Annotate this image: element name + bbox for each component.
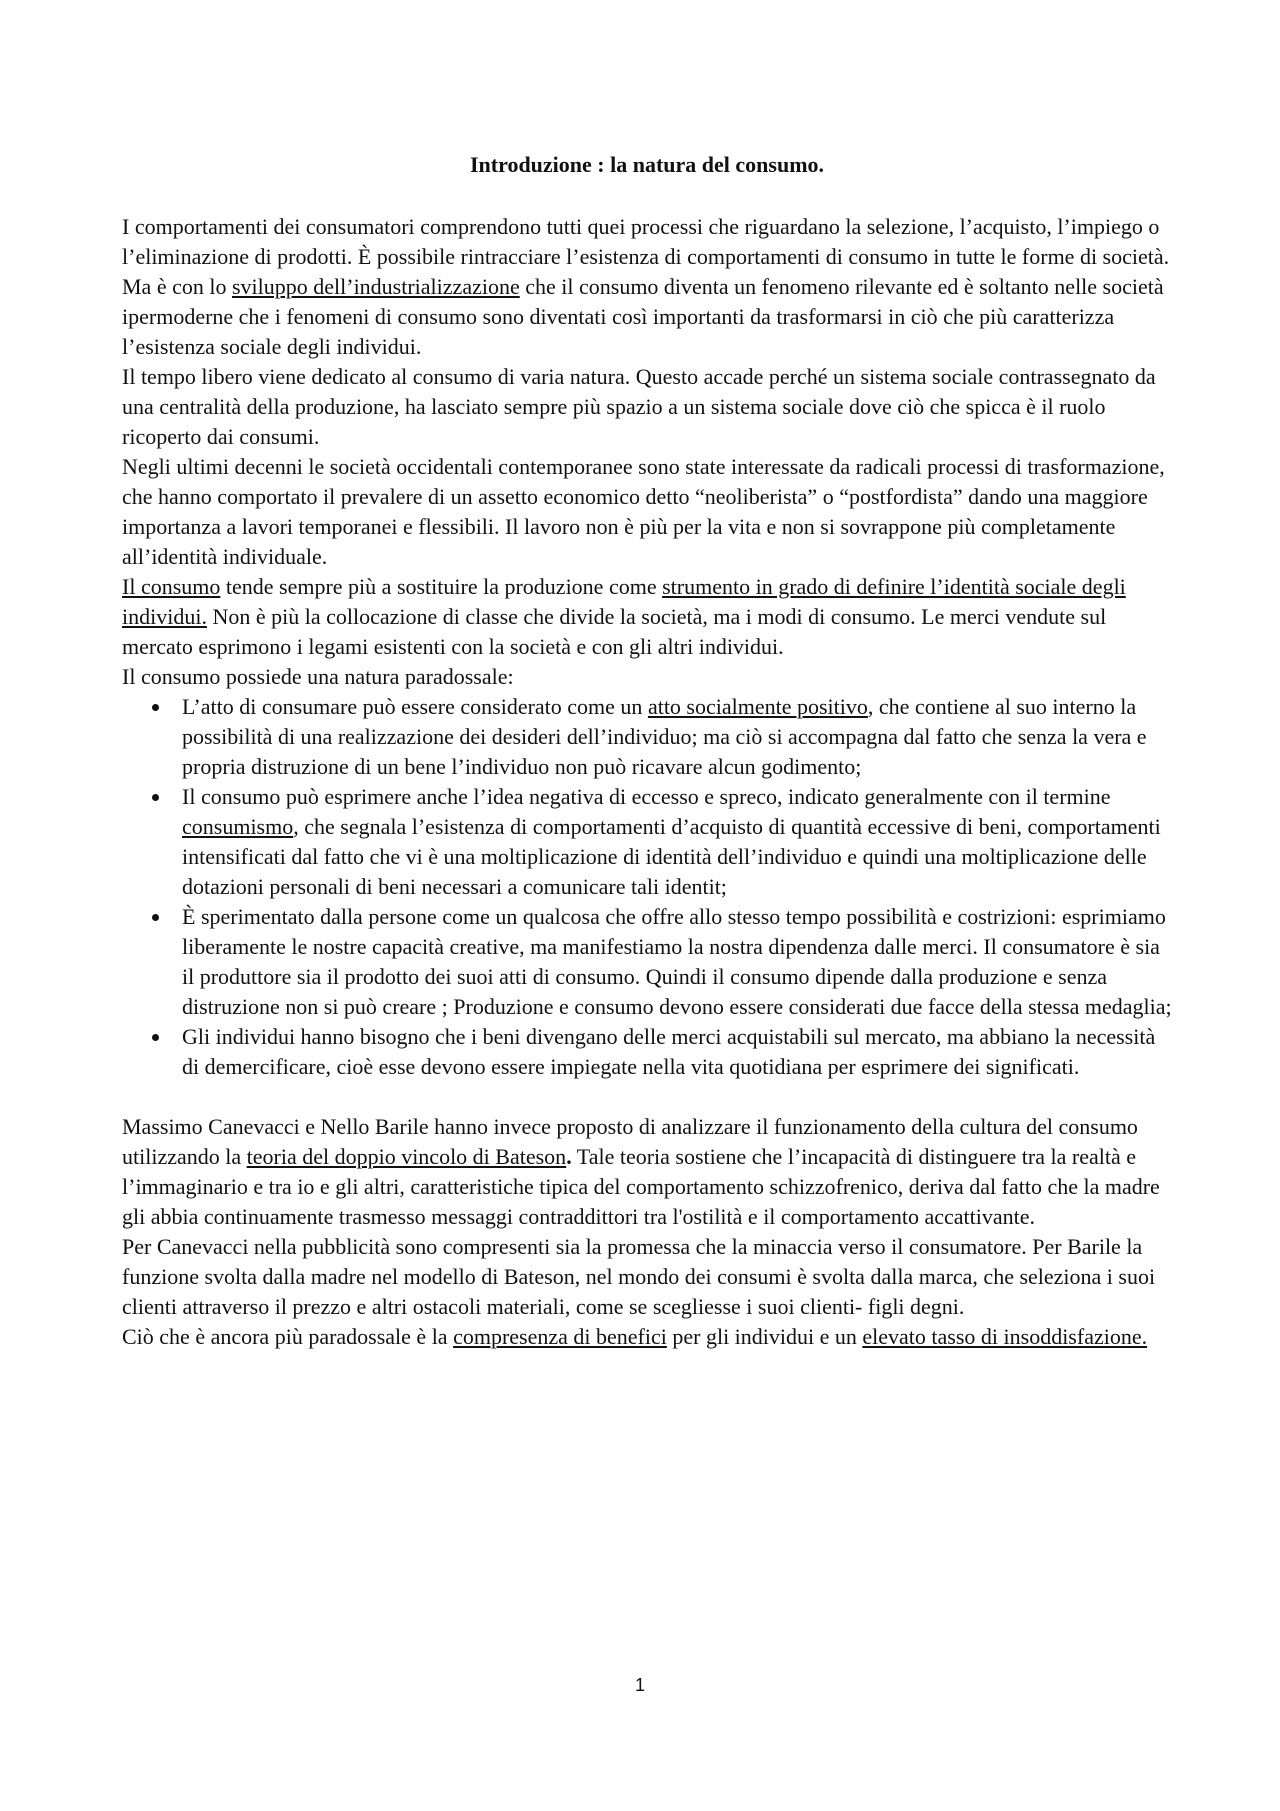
paragraph-9 <box>122 1322 1172 1352</box>
bullet-1-text-b: , che contiene al suo interno la possibilità di una realizzazione dei desideri dell’individuo; ma ciò si accompagna dal fatto che senza la vera e propria distruzione di un bene l’individuo non può ricavare alcun godimento; <box>182 694 1147 779</box>
paragraph-9-underline-2: elevato tasso di insoddisfazione. <box>862 1324 1148 1349</box>
document-body <box>122 150 1172 1352</box>
bullet-1-text-a: L’atto di consumare può essere considerato come un <box>182 694 648 719</box>
paragraph-5-text-b: Non è più la collocazione di classe che divide la società, ma i modi di consumo. Le merci vendute sul mercato esprimono i legami esistenti con la società e con gli altri individui. <box>122 604 1107 659</box>
paragraph-9-underline-1: compresenza di benefici <box>453 1324 667 1349</box>
paragraph-7-bold-period: . <box>566 1144 572 1169</box>
paragraph-gap <box>122 1082 1172 1112</box>
bullet-list <box>122 692 1172 1082</box>
paragraph-9-text-a: Ciò che è ancora più paradossale è la <box>122 1324 454 1349</box>
page-number: 1 <box>634 1675 645 1695</box>
bullet-item-1 <box>172 692 1172 782</box>
paragraph-7 <box>122 1112 1172 1232</box>
paragraph-2 <box>122 272 1172 362</box>
bullet-2-underline: consumismo <box>182 814 294 839</box>
paragraph-4: Negli ultimi decenni le società occidentali contemporanee sono state interessate da radicali processi di trasformazione, che hanno comportato il prevalere di un assetto economico detto “neoliberista” o “postfordista” dando una maggiore importanza a lavori temporanei e flessibili. Il lavoro non è più per la vita e non si sovrappone più completamente all’identità individuale. <box>122 454 1165 569</box>
paragraph-5-underline-2: strumento in grado di definire l’identità sociale degli individui. <box>122 574 1126 629</box>
paragraph-7-underline: teoria del doppio vincolo di Bateson <box>246 1144 567 1169</box>
bullet-1-underline: atto socialmente positivo <box>647 694 868 719</box>
paragraph-2-text-b: che il consumo diventa un fenomeno rilevante ed è soltanto nelle società ipermoderne che i fenomeni di consumo sono diventati così importanti da trasformarsi in ciò che più caratterizza l’esistenza sociale degli individui. <box>122 274 1164 359</box>
paragraph-5-underline-1: Il consumo <box>122 574 221 599</box>
paragraph-7-text-b: Tale teoria sostiene che l’incapacità di distinguere tra la realtà e l’immaginario e tra io e gli altri, caratteristiche tipica del comportamento schizzofrenico, deriva dal fatto che la madre gli abbia continuamente trasmesso messaggi contraddittori tra l'ostilità e il comportamento accattivante. <box>122 1144 1160 1229</box>
paragraph-2-text-a: Ma è con lo <box>122 274 232 299</box>
paragraph-7-text-a: Massimo Canevacci e Nello Barile hanno invece proposto di analizzare il funzionamento della cultura del consumo utilizzando la <box>122 1114 1138 1169</box>
document-title: Introduzione : la natura del consumo. <box>469 152 825 177</box>
paragraph-2-underline: sviluppo dell’industrializzazione <box>231 274 520 299</box>
paragraph-5-text-a: tende sempre più a sostituire la produzione come <box>220 574 663 599</box>
paragraph-9-text-b: per gli individui e un <box>666 1324 863 1349</box>
bullet-item-2 <box>172 782 1172 902</box>
paragraph-8: Per Canevacci nella pubblicità sono compresenti sia la promessa che la minaccia verso il consumatore. Per Barile la funzione svolta dalla madre nel modello di Bateson, nel mondo dei consumi è svolta dalla marca, che seleziona i suoi clienti attraverso il prezzo e altri ostacoli materiali, come se scegliesse i suoi clienti- figli degni. <box>122 1234 1156 1319</box>
paragraph-1: I comportamenti dei consumatori comprendono tutti quei processi che riguardano la selezione, l’acquisto, l’impiego o l’eliminazione di prodotti. È possibile rintracciare l’esistenza di comportamenti di consumo in tutte le forme di società. <box>122 214 1170 269</box>
bullet-item-3: • È sperimentato dalla persone come un qualcosa che offre allo stesso tempo possibilità e costrizioni: esprimiamo liberamente le nostre capacità creative, ma manifestiamo la nostra dipendenza dalle merci. Il consumatore è sia il produttore sia il prodotto dei suoi atti di consumo. Quindi il consumo dipende dalla produzione e senza distruzione non si può creare ; Produzione e consumo devono essere considerati due facce della stessa medaglia; <box>172 902 1172 1022</box>
paragraph-3: Il tempo libero viene dedicato al consumo di varia natura. Questo accade perché un sistema sociale contrassegnato da una centralità della produzione, ha lasciato sempre più spazio a un sistema sociale dove ciò che spicca è il ruolo ricoperto dai consumi. <box>122 364 1156 449</box>
paragraph-5 <box>122 572 1172 662</box>
bullet-item-4: • Gli individui hanno bisogno che i beni divengano delle merci acquistabili sul mercato, ma abbiano la necessità di demercificare, cioè esse devono essere impiegate nella vita quotidiana per esprimere dei significati. <box>172 1022 1172 1082</box>
paragraph-6: Il consumo possiede una natura paradossale: <box>122 664 514 689</box>
bullet-2-text-b: , che segnala l’esistenza di comportamenti d’acquisto di quantità eccessive di beni, comportamenti intensificati dal fatto che vi è una moltiplicazione di identità dell’individuo e quindi una moltiplicazione delle dotazioni personali di beni necessari a comunicare tali identit; <box>182 814 1161 899</box>
bullet-2-text-a: Il consumo può esprimere anche l’idea negativa di eccesso e spreco, indicato generalmente con il termine <box>182 784 1111 809</box>
